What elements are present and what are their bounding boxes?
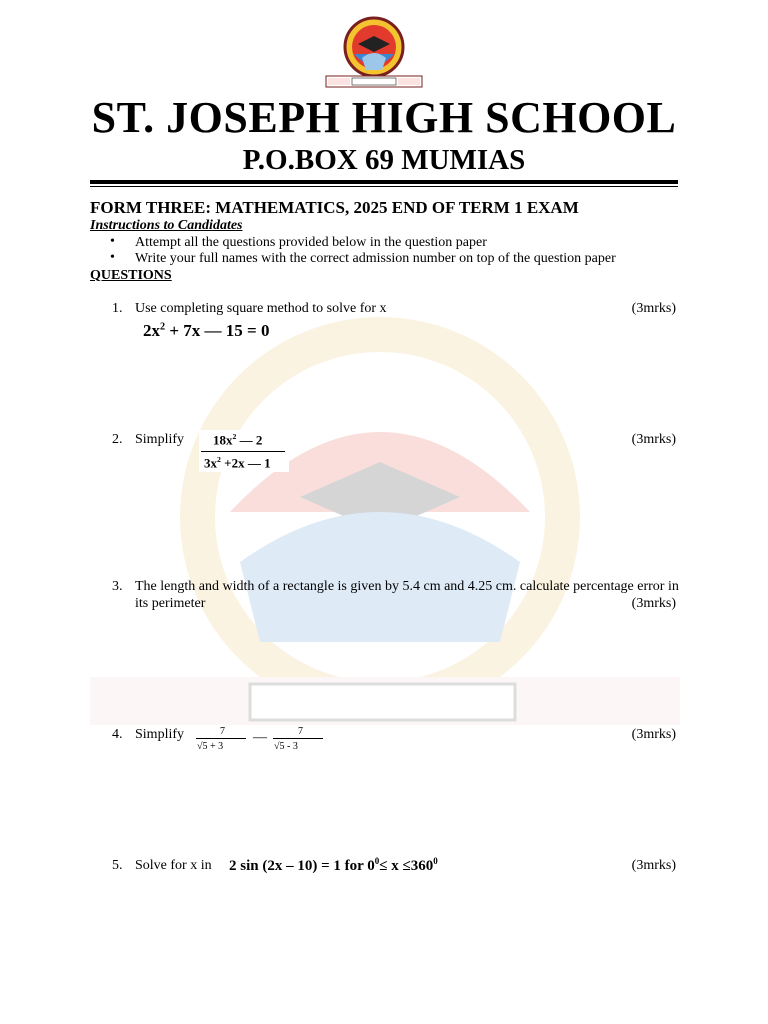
fraction-q2: [199, 430, 289, 472]
fraction-bar: [273, 738, 323, 739]
eq-term: +2x — 1: [220, 455, 271, 471]
exam-title: FORM THREE: MATHEMATICS, 2025 END OF TERM 1 EXAM: [90, 198, 579, 217]
eq-term: — 2: [236, 432, 263, 448]
instruction-item: Attempt all the questions provided below in the question paper: [135, 235, 487, 250]
fraction-numerator: [213, 432, 262, 448]
school-crest-watermark: [90, 312, 680, 727]
fraction-numerator: 7: [220, 726, 225, 737]
instructions-heading: Instructions to Candidates: [90, 218, 243, 233]
question-number: 1.: [112, 301, 123, 316]
eq-term: 2 sin (2x – 10) = 1 for 0: [229, 858, 375, 874]
question-number: 2.: [112, 432, 123, 447]
fraction-numerator: 7: [298, 726, 303, 737]
eq-term: 2x: [143, 321, 160, 340]
questions-heading: QUESTIONS: [90, 268, 172, 283]
bullet-icon: •: [110, 250, 115, 265]
instruction-item: Write your full names with the correct admission number on top of the question paper: [135, 251, 616, 266]
question-marks: (3mrks): [631, 596, 676, 611]
fraction-denominator: √5 - 3: [274, 741, 298, 752]
question-text: Use completing square method to solve for x: [135, 301, 387, 316]
question-text: Simplify: [135, 727, 185, 742]
bullet-icon: •: [110, 234, 115, 249]
question-number: 3.: [112, 579, 123, 594]
eq-exponent: 0: [433, 856, 438, 866]
question-text: The length and width of a rectangle is given by 5.4 cm and 4.25 cm. calculate percentage error in: [135, 579, 679, 594]
expression-q4: [193, 726, 328, 758]
eq-term: 5 + 3: [202, 741, 224, 752]
eq-exponent: 2: [160, 321, 166, 333]
question-number: 5.: [112, 858, 123, 873]
question-text: Simplify: [135, 432, 185, 447]
header-rule-thick: [90, 180, 678, 184]
fraction-denominator: √5 + 3: [197, 741, 224, 752]
fraction-denominator: [204, 455, 271, 471]
eq-term: + 7x — 15 = 0: [165, 321, 270, 340]
question-marks: (3mrks): [631, 858, 676, 873]
eq-term: 3x: [204, 455, 217, 471]
fraction-bar: [196, 738, 246, 739]
school-crest-logo: [322, 14, 426, 92]
minus-sign: —: [253, 730, 267, 745]
eq-exponent: 2: [232, 432, 237, 441]
equation-q1: [143, 321, 269, 341]
eq-exponent: 0: [374, 856, 380, 866]
question-number: 4.: [112, 727, 123, 742]
eq-term: ≤ x ≤360: [379, 858, 434, 874]
school-address: P.O.BOX 69 MUMIAS: [242, 144, 526, 176]
eq-term: 18x: [213, 432, 233, 448]
question-text: Solve for x in: [135, 858, 212, 873]
question-text: its perimeter: [135, 596, 206, 611]
question-marks: (3mrks): [631, 727, 676, 742]
question-marks: (3mrks): [631, 301, 676, 316]
fraction-bar: [201, 451, 285, 452]
eq-term: 5 - 3: [279, 741, 298, 752]
equation-q5: [229, 856, 438, 875]
question-marks: (3mrks): [631, 432, 676, 447]
school-name: ST. JOSEPH HIGH SCHOOL: [91, 93, 677, 142]
header-rule-thin: [90, 186, 678, 187]
eq-exponent: 2: [217, 455, 221, 464]
